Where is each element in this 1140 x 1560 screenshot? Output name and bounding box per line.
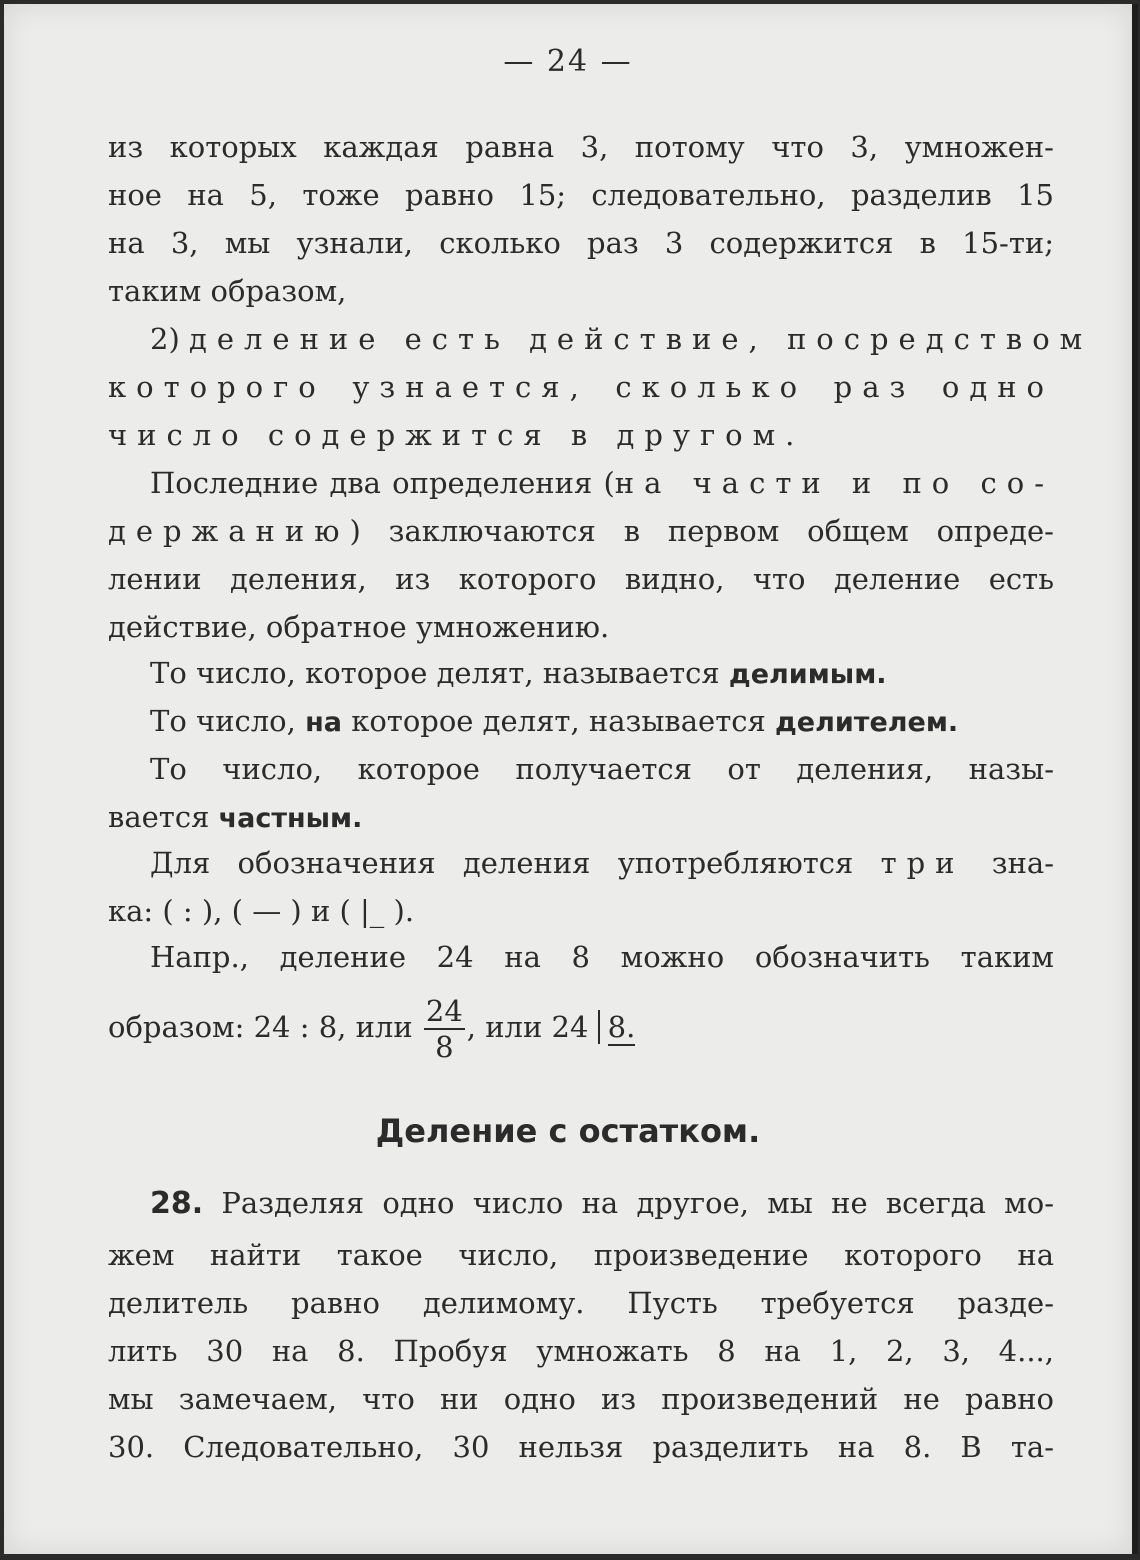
text-span: вается [108, 800, 210, 834]
text-line: действие, обратное умножению. [108, 610, 610, 644]
term-divisor: делителем. [775, 707, 959, 738]
definition-line [150, 315, 1093, 363]
text-line: лить 30 на 8. Пробуя умножать 8 на 1, 2, 3, 4..., [108, 1334, 1054, 1368]
text-span: Разделяя одно число на другое, мы не всегда мо- [221, 1186, 1055, 1220]
book-page [4, 4, 1138, 1554]
term-dividend: делимым. [728, 659, 887, 690]
definition-line: число содержится в другом. [108, 418, 805, 452]
text-span: , или 24 [466, 1010, 589, 1044]
text-span: ) заключаются в первом общем опреде- [349, 514, 1054, 548]
division-bracket [598, 1010, 636, 1044]
definition-spaced-text: деление есть действие, посредством [188, 322, 1093, 356]
text-span: Для обозначения деления употребляются [150, 846, 854, 880]
definition-quotient: То число, которое получается от деления, назы- [150, 752, 1054, 786]
text-line: Напр., деление 24 на 8 можно обозначить таким [150, 940, 1054, 974]
text-span: То число, которое делят, называется [150, 656, 720, 690]
example-line [108, 994, 1054, 1064]
section-title: Деление с остатком. [375, 1112, 761, 1150]
text-line [108, 793, 1054, 841]
divisor-value: 8. [607, 1010, 636, 1044]
text-line: жем найти такое число, произведение которого на [108, 1238, 1054, 1272]
spaced-text: держанию [108, 514, 350, 548]
bold-word: на [305, 707, 342, 738]
definition-line: которого узнается, сколько раз одно [108, 370, 1054, 404]
spaced-text: три [880, 846, 965, 880]
text-line: на 3, мы узнали, сколько раз 3 содержится в 15-ти; [108, 226, 1054, 260]
fraction-numerator: 24 [425, 994, 463, 1028]
term-quotient: частным. [218, 803, 363, 834]
text-span: образом: 24 : 8, или [108, 1010, 413, 1044]
definition-dividend [150, 649, 1054, 697]
text-line: делитель равно делимому. Пусть требуется разде- [108, 1286, 1054, 1320]
text-line: ка: ( : ), ( — ) и ( |_ ). [108, 894, 415, 928]
text-span: То число, [150, 704, 296, 738]
section-number: 28. [150, 1186, 204, 1221]
spaced-text: на части и по со- [614, 466, 1054, 500]
text-line [108, 507, 1054, 555]
text-line: из которых каждая равна 3, потому что 3, умножен- [108, 130, 1054, 164]
text-line: таким образом, [108, 274, 347, 308]
text-line: мы замечаем, что ни одно из произведений не равно [108, 1382, 1054, 1416]
text-line [150, 459, 1054, 507]
text-line [150, 1179, 1054, 1227]
page-number: — 24 — [503, 44, 633, 79]
text-line [150, 839, 1054, 887]
text-line: лении деления, из которого видно, что деление есть [108, 562, 1054, 596]
fraction [424, 994, 465, 1064]
text-line: 30. Следовательно, 30 нельзя разделить на 8. В та- [108, 1430, 1054, 1464]
text-span: Последние два определения ( [150, 466, 615, 500]
definition-number: 2) [150, 322, 180, 356]
definition-divisor [150, 697, 1054, 745]
text-line: ное на 5, тоже равно 15; следовательно, разделив 15 [108, 178, 1054, 212]
text-span: которое делят, называется [351, 704, 766, 738]
text-span: зна- [991, 846, 1054, 880]
fraction-denominator: 8 [435, 1030, 454, 1064]
